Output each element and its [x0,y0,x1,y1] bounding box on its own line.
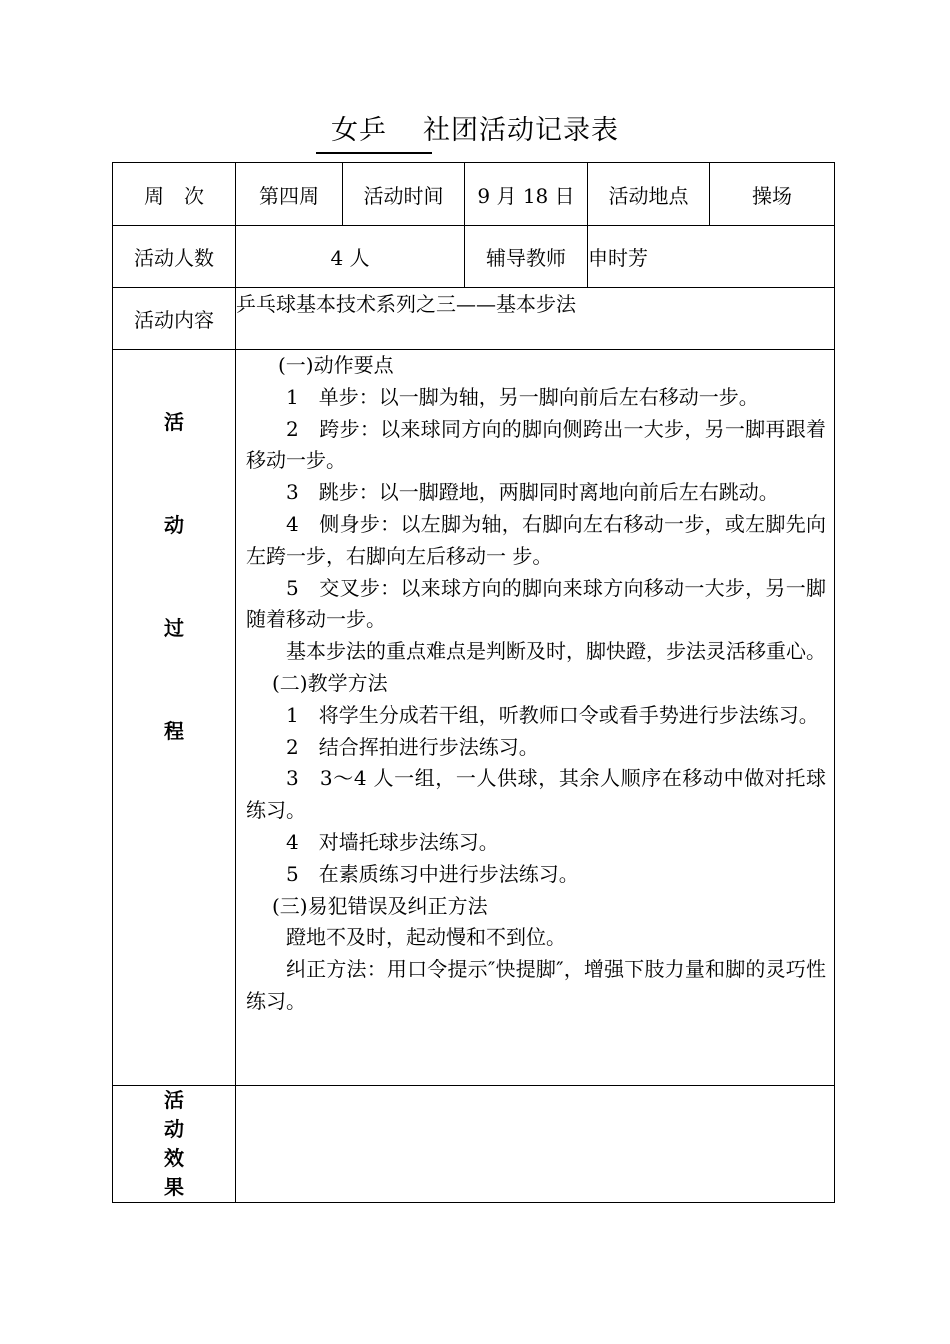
table-row-content [113,288,835,350]
effect-value [236,1086,835,1203]
table-row-effect [113,1086,835,1203]
effect-label-char: 动 [164,1117,184,1141]
process-paragraph: 基本步法的重点难点是判断及时，脚快蹬，步法灵活移重心。 [286,639,826,664]
week-value: 第四周 [236,163,343,226]
place-value: 操场 [710,163,835,226]
table-row-process [113,350,835,1086]
table-row-participants [113,226,835,288]
effect-label-char: 活 [164,1088,184,1112]
club-name: 女乒 [331,115,387,146]
process-heading: (三)易犯错误及纠正方法 [272,893,488,918]
process-paragraph: 1 单步：以一脚为轴，另一脚向前后左右移动一步。 [286,384,759,409]
process-paragraph: 5 在素质练习中进行步法练习。 [286,861,579,886]
effect-label-char: 果 [164,1175,184,1199]
time-value: 9 月 18 日 [465,163,588,226]
title-underline [316,152,432,154]
title-text: 社团活动记录表 [423,115,619,146]
place-label: 活动地点 [588,163,710,226]
table-row-week [113,163,835,226]
activity-record-table [112,162,835,1203]
process-paragraph: 2 跨步：以来球同方向的脚向侧跨出一大步，另一脚再跟着移动一步。 [246,416,826,473]
process-paragraph: 蹬地不及时，起动慢和不到位。 [286,925,566,950]
process-paragraph: 纠正方法：用口令提示″快提脚″，增强下肢力量和脚的灵巧性练习。 [246,957,826,1013]
process-paragraph: 1 将学生分成若干组，听教师口令或看手势进行步法练习。 [286,702,819,727]
process-paragraph: 2 结合挥拍进行步法练习。 [286,734,539,759]
process-label [113,350,236,1086]
process-paragraph: 5 交叉步：以来球方向的脚向来球方向移动一大步，另一脚随着移动一步。 [246,575,826,632]
effect-label-char: 效 [164,1146,184,1170]
page-title [0,108,950,148]
content-value: 乒乓球基本技术系列之三——基本步法 [236,288,835,350]
count-label: 活动人数 [113,226,236,288]
effect-label [113,1086,236,1203]
teacher-value: 申时芳 [588,226,835,288]
time-label: 活动时间 [343,163,465,226]
teacher-label: 辅导教师 [465,226,588,288]
process-content [236,350,835,1086]
count-value: 4 人 [236,226,465,288]
process-label-char: 动 [164,513,184,537]
process-heading: (一)动作要点 [278,353,394,377]
process-label-char: 活 [164,410,184,434]
process-paragraph: 3 跳步：以一脚蹬地，两脚同时离地向前后左右跳动。 [286,480,779,505]
process-paragraph: 3 3～4 人一组，一人供球，其余人顺序在移动中做对托球练习。 [246,766,826,823]
week-label: 周 次 [113,163,236,226]
content-label: 活动内容 [113,288,236,350]
process-paragraph: 4 侧身步：以左脚为轴，右脚向左右移动一步，或左脚先向左跨一步，右脚向左后移动一 步。 [246,511,826,568]
process-label-char: 过 [164,616,184,640]
process-paragraph: 4 对墙托球步法练习。 [286,829,499,854]
process-heading: (二)教学方法 [272,670,388,695]
process-label-char: 程 [164,719,184,743]
